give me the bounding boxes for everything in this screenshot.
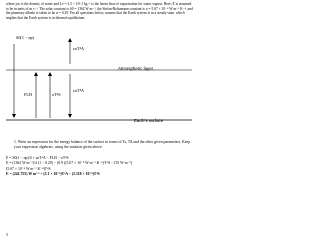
intro-paragraph: where ρw is the density of water and Lv = 2.5 × 10⁶ J kg⁻¹ is the latent heat of vaporisation for water vapour. Here, E is assumed to be in units of m s⁻¹. The solar constant is S0 = 1362 W m⁻², the Stefan-Boltzmann constant is σ = 5.67 × 10⁻⁸ W m⁻² K⁻⁴, and the planetary albedo is taken to be α = 0.29. For all questions below, assume that the Earth system is in a steady-state, which implies that the Earth system is in thermal equilibrium. (6, 2, 193, 20)
page-mark: 5 (6, 232, 8, 237)
answer-final: E = (241.755) W m⁻² + (5.1 × 10⁻⁸)T⁴A − (5.118 × 10⁻⁸)T⁴S (6, 172, 100, 177)
earth-surface-label: Earth's surface (134, 118, 164, 123)
atmosphere-down-emission-label: εσT⁴A (73, 88, 85, 93)
energy-balance-svg (6, 34, 196, 134)
energy-balance-diagram (6, 34, 196, 134)
atmosphere-up-emission-label: εσT⁴A (73, 46, 85, 51)
solar-input-label: S0(1 − αp) (16, 35, 35, 40)
answer-line-2: E = (1362 W m⁻²)/4 (1 − 0.29) − (0.9 )(5.67 × 10⁻⁸ W m⁻² K⁻⁴)T⁴A − (55 W m⁻²) (6, 161, 132, 166)
answer-line-1: E = S0(1 − αp)/4 + εσT⁴A − FLH − σT⁴S (6, 156, 69, 160)
surface-emission-label: σT⁴S (52, 92, 61, 97)
atmospheric-layer-label: Atmospheric layer (118, 66, 154, 71)
answer-block (6, 156, 194, 178)
question-1: 1. Write an expression for the energy balance of the surface in terms of Ts, TA and the other given parameters. Keep your expression algebraic, using the notation given above. (14, 140, 191, 149)
latent-heat-label: FLH (24, 92, 32, 97)
answer-line-3: (5.67 × 10⁻⁸ W m⁻² K⁻⁴)T⁴S (6, 166, 51, 171)
